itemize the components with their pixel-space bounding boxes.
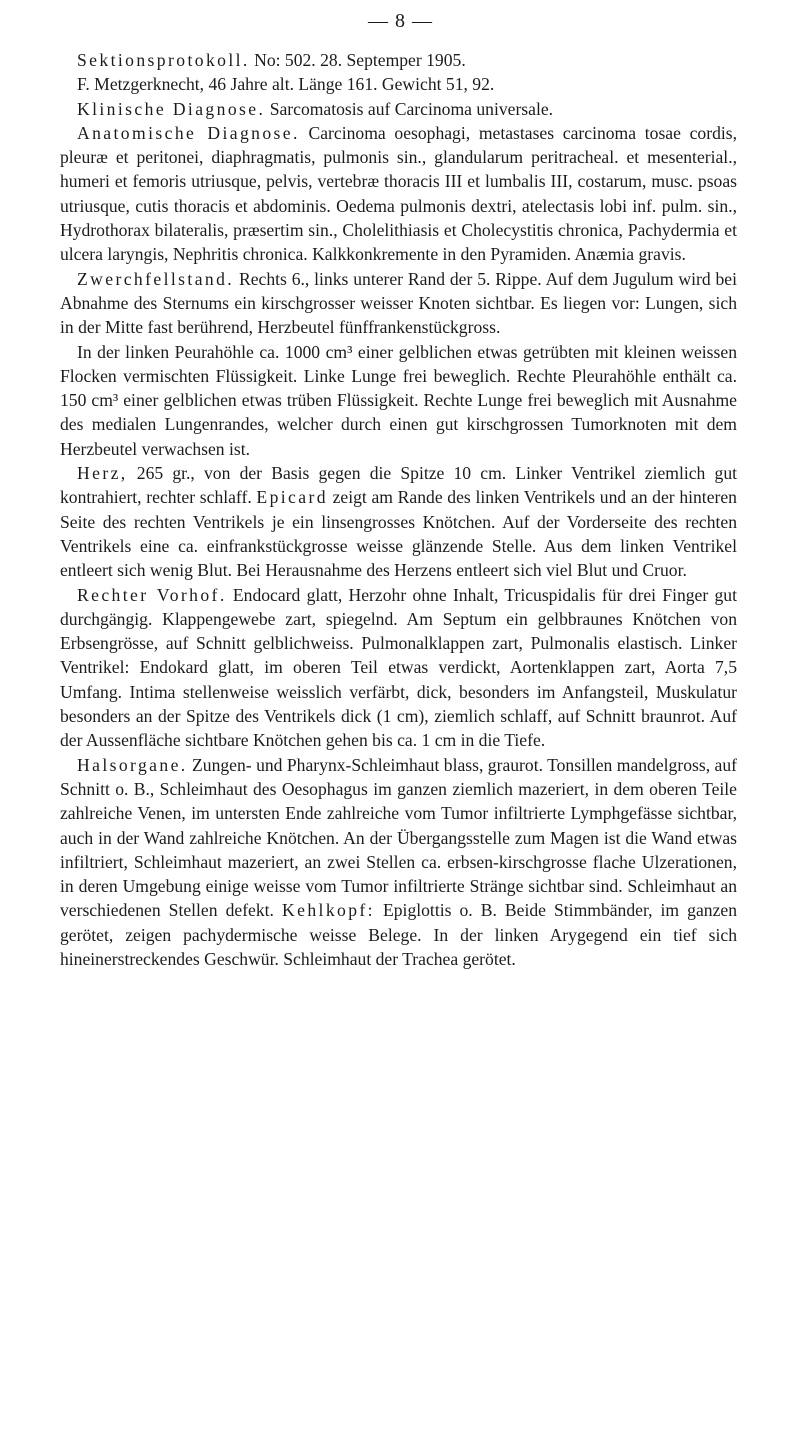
atrium-text: Endocard glatt, Herzohr ohne Inhalt, Tricuspidalis für drei Finger gut durchgängig. Klappengewebe zart, spiegelnd. Am Septum ein gelbbraunes Knötchen von Erbsengrösse, auf Schnitt gelblichweiss. Pulmonalklappen zart, Pulmonalis elastisch. Linker Ventrikel: Endokard glatt, im oberen Teil etwas verdickt, Aortenklappen zart, Aorta 7,5 Umfang. Intima stellenweise weisslich verfärbt, dick, besonders im Anfangsteil, Muskulatur besonders an der Spitze des Ventrikels dick (1 cm), ziemlich schlaff, auf Schnitt braunrot. Auf der Aussenfläche sichtbare Knötchen gehen bis ca. 1 cm in die Tiefe. [60, 584, 737, 751]
protocol-text [60, 48, 737, 971]
protocol-heading: Sektionsprotokoll. [77, 50, 250, 70]
larynx-label: Kehlkopf: [282, 900, 375, 921]
neck-text-b: Epiglottis o. B. Beide Stimmbänder, im ganzen gerötet, zeigen pachydermische weisse Belege. In der linken Arygegend ein tief sich hineinerstreckendes Geschwür. Schleimhaut der Trachea gerötet. [60, 900, 737, 969]
clinical-diagnosis-text: Sarcomatosis auf Carcinoma universale. [269, 98, 554, 119]
anatomical-diagnosis-text: Carcinoma oesophagi, metastases carcinoma tosae cordis, pleuræ et peritonei, diaphragmatis, pulmonis sin., glandularum peritracheal. et mesenterial., humeri et femoris utriusque, pelvis, vertebræ thoracis III et lumbalis III, costarum, musc. psoas utriusque, cutis thoracis et abdominis. Oedema pulmonis dextri, atelectasis lobi inf. pulm. sin., Hydrothorax bilateralis, præsertim sin., Cholelithiasis et Cholecystitis chronica, Pachydermia et ulcera laryngis, Nephritis chronica. Kalkkonkremente in den Pyramiden. Anæmia gravis. [60, 122, 738, 265]
heart-text-b: zeigt am Rande des linken Ventrikels und an der hinteren Seite des rechten Ventrikels je ein linsengrosses Knötchen. Auf der Vorderseite des rechten Ventrikels eine ca. einfrankstückgrosse weisse glänzende Stelle. Aus dem linken Ventrikel entleert sich wenig Blut. Bei Herausnahme des Herzens entleert sich viel Blut und Cruor. [60, 487, 737, 581]
atrium-paragraph [60, 583, 737, 753]
diaphragm-label: Zwerchfellstand. [77, 268, 235, 289]
neck-text-a: Zungen- und Pharynx-Schleimhaut blass, graurot. Tonsillen mandelgross, auf Schnitt o. B., Schleimhaut des Oesophagus im ganzen ziemlich mazeriert, in dem oberen Teile zahlreiche Venen, im untersten Ende zahlreiche vom Tumor infiltrierte Lymphgefässe sichtbar, auch in der Wand zahlreiche Knötchen. An der Übergangsstelle zum Magen ist die Wand etwas infiltriert, Schleimhaut mazeriert, an zwei Stellen ca. erbsen-kirschgrosse flache Ulzerationen, in deren Umgebung einige weisse vom Tumor infiltrierte Stränge sichtbar sind. Schleimhaut an verschiedenen Stellen defekt. [60, 754, 737, 921]
pleura-paragraph: In der linken Peurahöhle ca. 1000 cm³ einer gelblichen etwas getrübten mit kleinen weissen Flocken vermischten Flüssigkeit. Linke Lunge frei beweglich. Rechte Pleurahöhle enthält ca. 150 cm³ einer gelblichen etwas trüben Flüssigkeit. Rechte Lunge frei beweglich mit Ausnahme des medialen Lungenrandes, welcher durch einen gut kirschgrossen Tumorknoten mit dem Herzbeutel verwachsen ist. [60, 341, 737, 459]
page-number: — 8 — [368, 10, 433, 32]
heart-paragraph [60, 461, 737, 582]
clinical-diagnosis [60, 97, 737, 121]
patient-line: F. Metzgerknecht, 46 Jahre alt. Länge 161. Gewicht 51, 92. [77, 74, 495, 95]
neck-paragraph [60, 753, 737, 972]
diaphragm-paragraph [60, 267, 737, 340]
anatomical-diagnosis-label: Anatomische Diagnose. [77, 122, 300, 143]
protocol-header [60, 48, 737, 72]
protocol-number: No: 502. 28. Septemper 1905. [254, 50, 466, 70]
anatomical-diagnosis [60, 121, 737, 267]
heart-label: Herz, [77, 463, 128, 484]
clinical-diagnosis-label: Klinische Diagnose. [77, 98, 266, 119]
heart-text-a: 265 gr., von der Basis gegen die Spitze 10 cm. Linker Ventrikel ziemlich gut kontrahiert, rechter schlaff. [60, 463, 737, 508]
diaphragm-text: Rechts 6., links unterer Rand der 5. Rippe. Auf dem Jugulum wird bei Abnahme des Sternums ein kirschgrosser weisser Knoten sichtbar. Es liegen vor: Lungen, sich in der Mitte fast berührend, Herzbeutel fünffrankenstückgross. [60, 268, 737, 338]
neck-label: Halsorgane. [77, 754, 188, 775]
epicard-label: Epicard [256, 487, 328, 508]
atrium-label: Rechter Vorhof. [77, 584, 227, 605]
